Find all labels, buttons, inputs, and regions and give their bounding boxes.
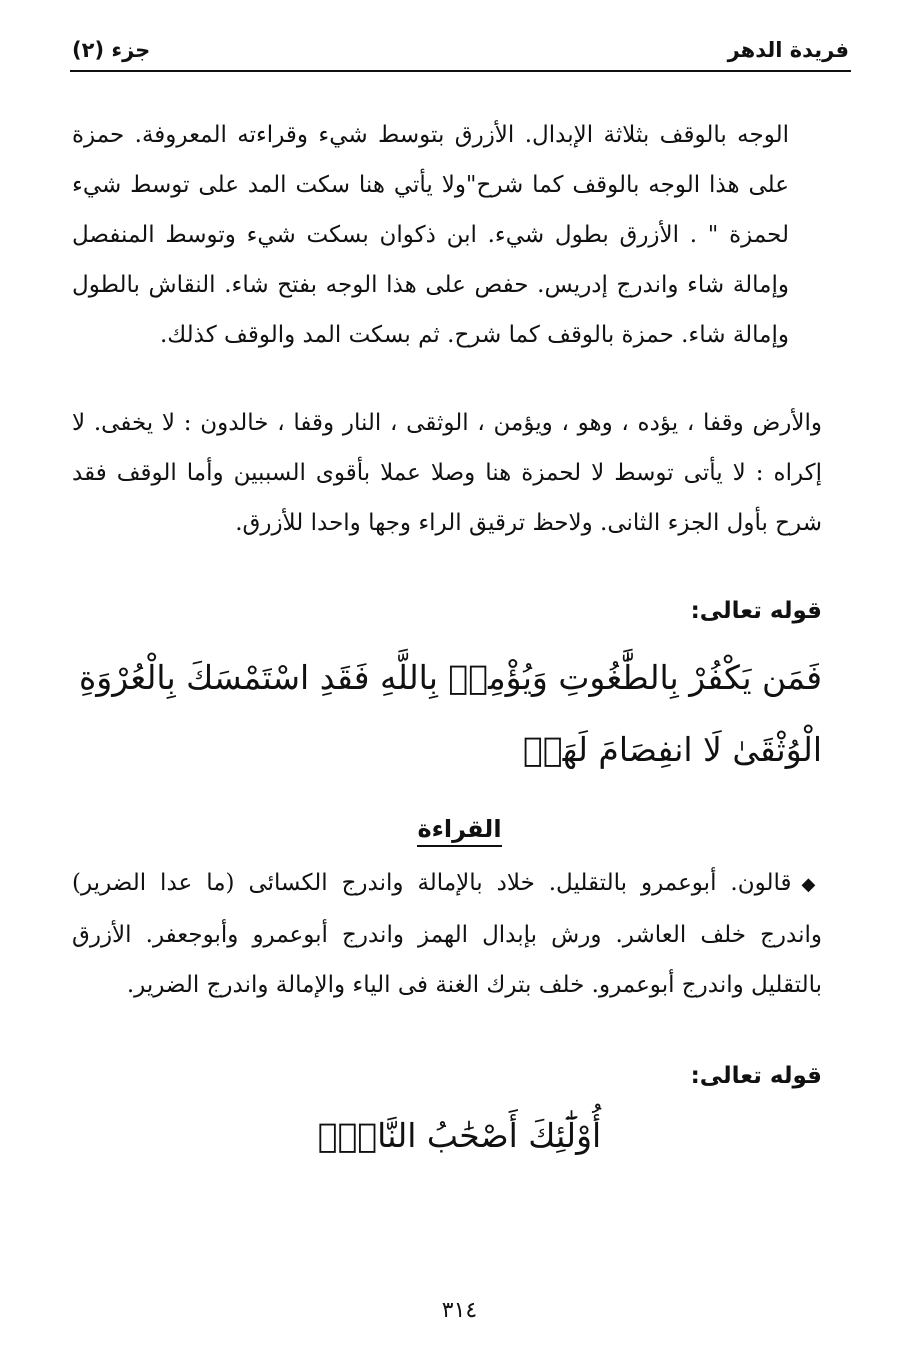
quran-verse-2: أُوْلَٰٓئِكَ أَصْحَٰبُ النَّارِۖ xyxy=(317,1116,602,1155)
book-title: فريدة الدهر xyxy=(727,38,849,62)
paragraph-2: والأرض وقفا ، يؤده ، وهو ، ويؤمن ، الوثقى ، النار وقفا ، خالدون : لا يخفى. لا إكراه : لا يأتى توسط لا لحمزة هنا وصلا عملا بأقوى السببين وأما الوقف فقد شرح بأول الجزء الثانى. ولاحظ ترقيق الراء وجها واحدا للأزرق. xyxy=(72,410,822,536)
page-number: ٣١٤ xyxy=(441,1298,478,1323)
part-label: جزء (٢) xyxy=(72,38,151,62)
section-title-text: القراءة xyxy=(417,815,501,847)
section-title xyxy=(0,815,919,843)
quran-verse-1: فَمَن يَكْفُرْ بِالطَّٰغُوتِ وَيُؤْمِنۢ بِاللَّهِ فَقَدِ اسْتَمْسَكَ بِالْعُرْوَةِ الْوُثْقَىٰ لَا انفِصَامَ لَهَاۗ xyxy=(78,658,822,769)
qiraa-text: قالون. أبوعمرو بالتقليل. خلاد بالإمالة واندرج الكسائى (ما عدا الضرير) واندرج خلف العاشر. ورش بإبدال الهمز واندرج أبوعمرو وأبوجعفر. الأزرق بالتقليل واندرج أبوعمرو. خلف بترك الغنة فى الياء والإمالة واندرج الضرير. xyxy=(72,870,822,998)
verse-heading-1: قوله تعالى: xyxy=(690,598,822,624)
paragraph-1: الوجه بالوقف بثلاثة الإبدال. الأزرق بتوسط شيء وقراءته المعروفة. حمزة على هذا الوجه بالوقف كما شرح"ولا يأتي هنا سكت المد على توسط شيء لحمزة " . الأزرق بطول شيء. ابن ذكوان بسكت شيء وتوسط المنفصل وإمالة شاء واندرج إدريس. حفص على هذا الوجه بفتح شاء. النقاش بالطول وإمالة شاء. حمزة بالوقف كما شرح. ثم بسكت المد والوقف كذلك. xyxy=(72,122,789,348)
qiraa-paragraph xyxy=(72,858,822,1010)
diamond-bullet-icon: ◆ xyxy=(801,874,822,895)
header-divider xyxy=(70,70,851,72)
verse-heading-2: قوله تعالى: xyxy=(690,1063,822,1089)
page-header xyxy=(72,30,849,70)
